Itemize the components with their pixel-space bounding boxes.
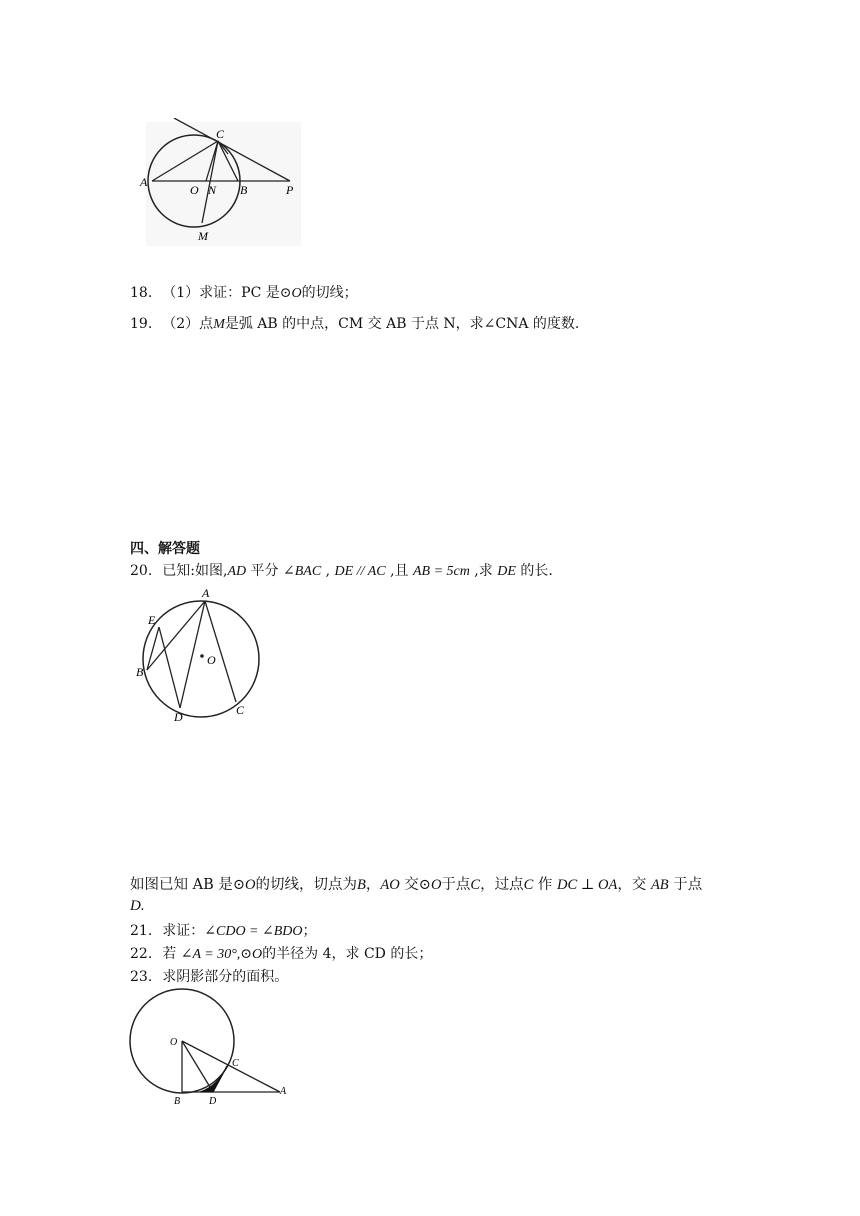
figure-circle-tangent-pc	[138, 118, 308, 248]
label-N: N	[208, 183, 217, 197]
problem-intro-line1: 如图已知 AB 是⊙O的切线，切点为B，AO 交⊙O于点C，过点C 作 DC ⊥ OA，交 AB 于点	[130, 877, 703, 893]
label-C: C	[232, 1058, 239, 1069]
question-21: 21. 求证：∠CDO = ∠BDO；	[130, 923, 317, 939]
figure-circle-bisector-ad	[132, 584, 267, 724]
question-23: 23. 求阴影部分的面积。	[130, 969, 289, 985]
question-18: 18. （1）求证：PC 是⊙O的切线；	[130, 285, 358, 301]
label-O: O	[170, 1037, 178, 1048]
label-O: O	[207, 653, 216, 667]
label-B: B	[136, 665, 144, 679]
problem-intro-line2: D.	[130, 898, 145, 914]
section-heading: 四、解答题	[130, 541, 200, 557]
label-B: B	[174, 1096, 181, 1107]
label-M: M	[198, 229, 208, 243]
label-D: D	[174, 710, 183, 724]
label-A: A	[202, 586, 210, 600]
label-C: C	[216, 127, 225, 141]
label-E: E	[148, 613, 156, 627]
label-A: A	[140, 175, 148, 189]
label-D: D	[209, 1096, 217, 1107]
question-19: 19. （2）点M是弧 AB 的中点，CM 交 AB 于点 N，求∠CNA 的度数.	[130, 316, 580, 332]
label-B: B	[240, 183, 248, 197]
label-A: A	[280, 1086, 287, 1097]
label-P: P	[286, 183, 294, 197]
label-C: C	[236, 703, 245, 717]
figure-circle-tangent-shaded	[126, 988, 296, 1108]
label-O: O	[190, 183, 199, 197]
question-20: 20. 已知:如图,AD 平分 ∠BAC , DE // AC ,且 AB = 5cm ,求 DE 的长.	[130, 563, 553, 579]
question-22: 22. 若 ∠A = 30°,⊙O的半径为 4，求 CD 的长；	[130, 946, 433, 962]
